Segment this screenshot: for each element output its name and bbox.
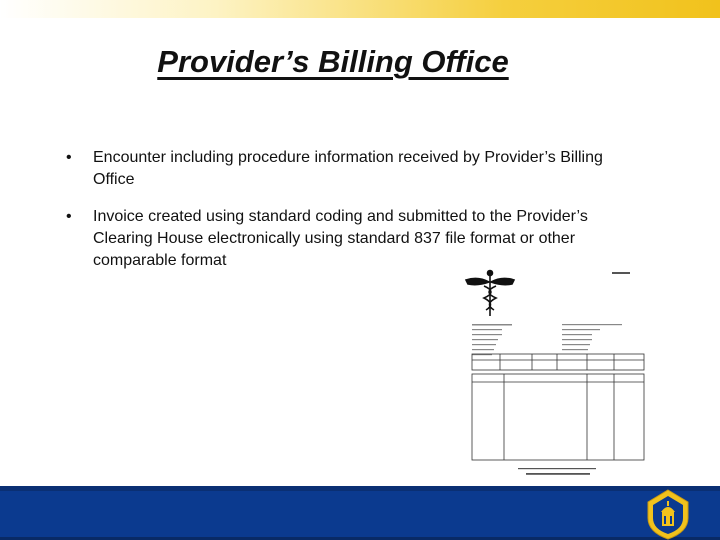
top-accent-bar [0, 0, 720, 18]
bullet-list [66, 147, 646, 287]
bullet-item [66, 147, 646, 191]
bullet-text: Invoice created using standard coding and submitted to the Provider’s Clearing House electronically using standard 837 file format or other comparable format [93, 208, 588, 269]
bottom-bar-stripe [0, 486, 720, 491]
caduceus-icon [466, 271, 514, 317]
bottom-accent-bar [0, 486, 720, 540]
bullet-item [66, 206, 646, 272]
invoice-illustration [462, 268, 646, 480]
bullet-marker: • [66, 208, 72, 225]
university-shield-logo [644, 488, 692, 540]
bullet-text: Encounter including procedure information received by Provider’s Billing Office [93, 149, 603, 188]
slide-title: Provider’s Billing Office [157, 44, 509, 79]
bullet-marker: • [66, 149, 72, 166]
